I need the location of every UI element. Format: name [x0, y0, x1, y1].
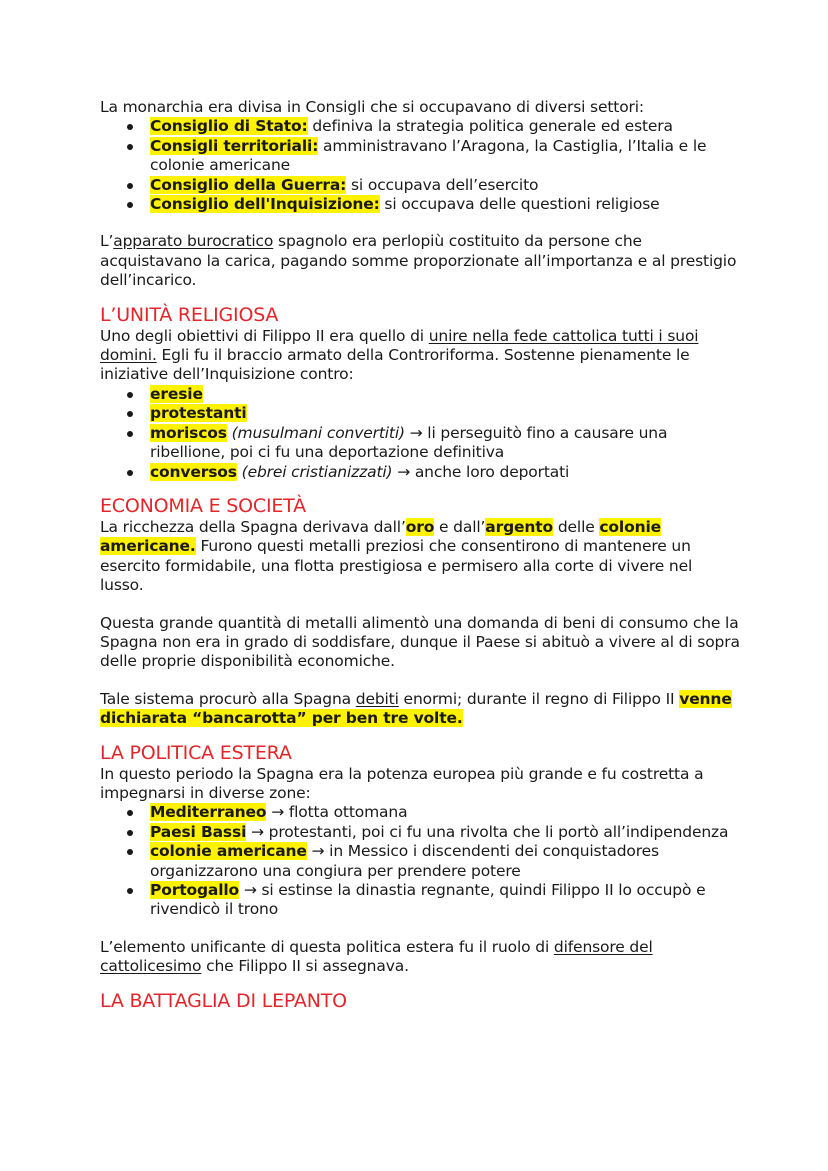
highlighted-term: moriscos	[150, 423, 227, 442]
inquisition-targets-list	[100, 385, 740, 482]
foreign-policy-paragraph: In questo periodo la Spagna era la potenza europea più grande e fu costretta a impegnarsi in diverse zone:	[100, 764, 704, 802]
highlighted-term: oro	[405, 517, 435, 536]
highlighted-term: Consiglio della Guerra:	[150, 175, 347, 194]
highlighted-term: eresie	[150, 384, 203, 403]
section-heading-religious-unity: L’UNITÀ RELIGIOSA	[100, 303, 279, 326]
list-item: Consigli territoriali: amministravano l’Aragona, la Castiglia, l’Italia e le colonie americane	[100, 137, 740, 176]
intro-paragraph: La monarchia era divisa in Consigli che si occupavano di diversi settori:	[100, 98, 645, 116]
list-item: Consiglio dell'Inquisizione: si occupava delle questioni religiose	[100, 195, 740, 214]
highlighted-term: Consigli territoriali:	[150, 136, 319, 155]
religious-unity-paragraph: Uno degli obiettivi di Filippo II era quello di unire nella fede cattolica tutti i suoi domini. Egli fu il braccio armato della Controriforma. Sostenne pienamente le iniziative dell’Inquisizione contro:	[100, 326, 699, 384]
highlighted-term: protestanti	[150, 404, 247, 423]
list-item: colonie americane → in Messico i discendenti dei conquistadores organizzarono una congiura per prendere potere	[100, 842, 740, 881]
highlighted-term: argento	[485, 517, 554, 536]
document-page	[100, 98, 740, 1013]
highlighted-term: Consiglio dell'Inquisizione:	[150, 195, 380, 214]
highlighted-term: Consiglio di Stato:	[150, 117, 308, 136]
economy-paragraph-1: La ricchezza della Spagna derivava dall’oro e dall’argento delle colonie americane. Furono questi metalli preziosi che consentirono di mantenere un esercito formidabile, una flotta prestigiosa e permisero alla corte di vivere nel lusso.	[100, 517, 693, 595]
highlighted-term: conversos	[150, 462, 237, 481]
councils-list	[100, 117, 740, 214]
list-item: Mediterraneo → flotta ottomana	[100, 803, 740, 822]
economy-paragraph-3: Tale sistema procurò alla Spagna debiti enormi; durante il regno di Filippo II venne dichiarata “bancarotta” per ben tre volte.	[100, 689, 732, 728]
list-item: Consiglio di Stato: definiva la strategia politica generale ed estera	[100, 117, 740, 136]
section-heading-economy: ECONOMIA E SOCIETÀ	[100, 494, 306, 517]
bureaucracy-paragraph: L’apparato burocratico spagnolo era perlopiù costituito da persone che acquistavano la carica, pagando somme proporzionate all’importanza e al prestigio dell’incarico.	[100, 232, 737, 290]
foreign-policy-list	[100, 803, 740, 919]
list-item: Consiglio della Guerra: si occupava dell’esercito	[100, 176, 740, 195]
list-item	[100, 404, 740, 423]
section-heading-lepanto: LA BATTAGLIA DI LEPANTO	[100, 989, 347, 1012]
highlighted-term: Portogallo	[150, 881, 240, 899]
underlined-term: unire nella fede cattolica tutti i suoi domini.	[100, 326, 699, 365]
highlighted-term: Mediterraneo	[150, 803, 267, 822]
underlined-term: difensore del cattolicesimo	[100, 937, 653, 976]
highlighted-term: colonie americane	[150, 842, 307, 861]
list-item: conversos (ebrei cristianizzati) → anche loro deportati	[100, 463, 740, 482]
economy-paragraph-2: Questa grande quantità di metalli alimentò una domanda di beni di consumo che la Spagna non era in grado di soddisfare, dunque il Paese si abituò a vivere al di sopra delle proprie disponibilità economiche.	[100, 613, 740, 671]
list-item	[100, 385, 740, 404]
highlighted-term: Paesi Bassi	[150, 822, 247, 841]
foreign-policy-closing: L’elemento unificante di questa politica estera fu il ruolo di difensore del cattolicesimo che Filippo II si assegnava.	[100, 937, 653, 976]
underlined-term: apparato burocratico	[113, 232, 274, 251]
list-item: Paesi Bassi → protestanti, poi ci fu una rivolta che li portò all’indipendenza	[100, 823, 740, 842]
highlighted-term: colonie americane.	[100, 517, 661, 556]
underlined-term: debiti	[355, 689, 399, 708]
list-item: Portogallo → si estinse la dinastia regnante, quindi Filippo II lo occupò e rivendicò il trono	[100, 881, 740, 920]
list-item: moriscos (musulmani convertiti) → li perseguitò fino a causare una ribellione, poi ci fu una deportazione definitiva	[100, 424, 740, 463]
highlighted-term: venne dichiarata “bancarotta” per ben tre volte.	[100, 689, 732, 728]
section-heading-foreign-policy: LA POLITICA ESTERA	[100, 741, 292, 764]
